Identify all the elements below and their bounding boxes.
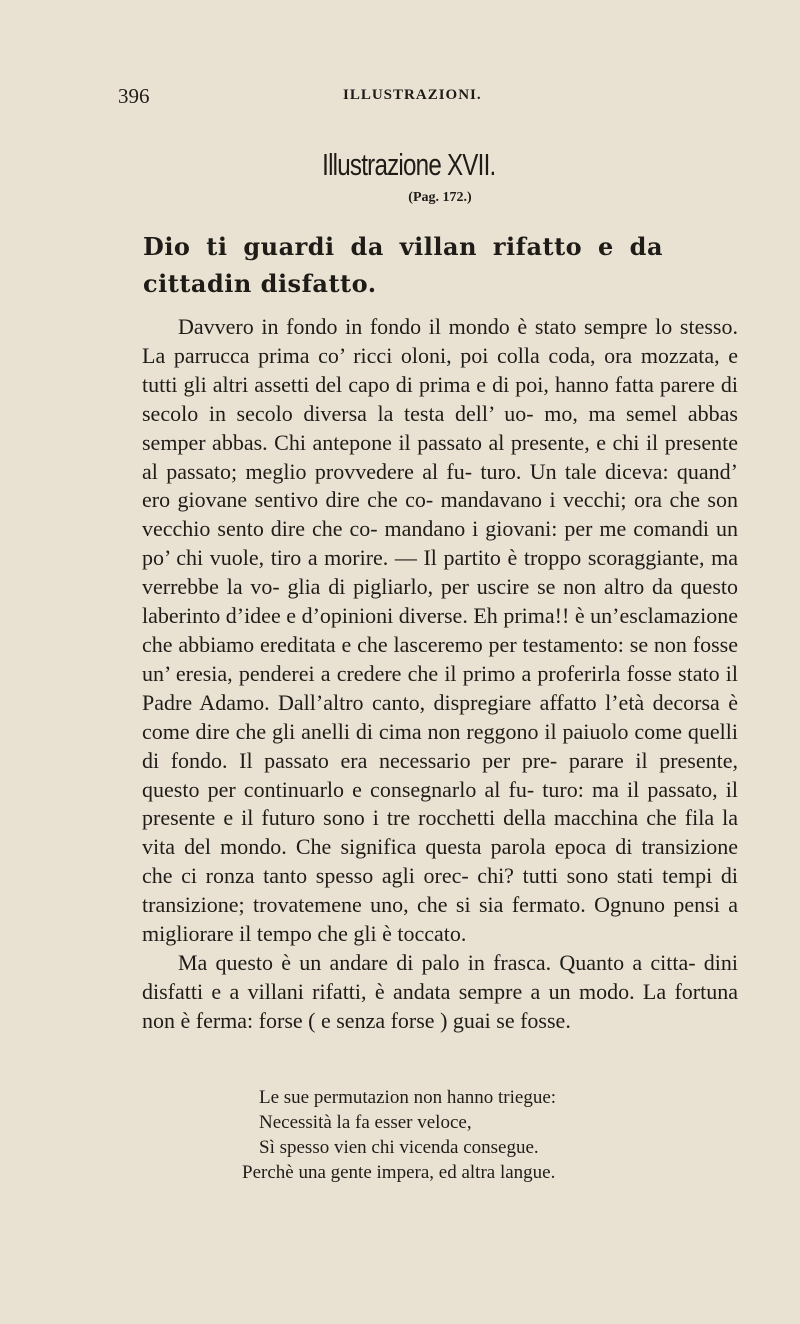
paragraph: Davvero in fondo in fondo il mondo è stato sempre lo stesso. La parrucca prima co’ ricci oloni, poi colla coda, ora mozzata, e tutti gli altri assetti del capo di prima e di poi, hanno fatta parere di secolo in secolo diversa la testa dell’ uo- mo, ma semel abbas semper abbas. Chi antepone il passato al presente, e chi il presente al passato; meglio provvedere al fu- turo. Un tale diceva: quand’ ero giovane sentivo dire che co- mandavano i vecchi; ora che son vecchio sento dire che co- mandano i giovani: per me comandi un po’ chi vuole, tiro a morire. — Il partito è troppo scoraggiante, ma verrebbe la vo- glia di pigliarlo, per uscire se non altro da questo laberinto d’idee e d’opinioni diverse. Eh prima!! è un’esclamazione che abbiamo ereditata e che lasceremo per testamento: se non fosse un’ eresia, penderei a credere che il primo a proferirla fosse stato il Padre Adamo. Dall’altro canto, dispregiare affatto l’età decorsa è come dire che gli anelli di cima non reggono il paiuolo come quelli di fondo. Il passato era necessario per pre- parare il presente, questo per continuarlo e consegnarlo al fu- turo: ma il passato, il presente e il futuro sono i tre rocchetti della macchina che fila la vita del mondo. Che significa questa parola epoca di transizione che ci ronza tanto spesso agli orec- chi? tutti sono stati tempi di transizione; trovatemene uno, che si sia fermato. Ognuno pensi a migliorare il tempo che gli è toccato.	[142, 314, 738, 947]
paragraph: Ma questo è un andare di palo in frasca. Quanto a citta- dini disfatti e a villani rifatti, è andata sempre a un modo. La fortuna non è ferma: forse ( e senza forse ) guai se fosse.	[142, 949, 738, 1033]
verse-line: Necessità la fa esser veloce,	[259, 1112, 472, 1133]
page-header	[118, 84, 682, 112]
verse-line: Le sue permutazion non hanno triegue:	[259, 1087, 557, 1108]
verse-line: Sì spesso vien chi vicenda consegue.	[259, 1137, 539, 1158]
body-text	[142, 313, 738, 1036]
verse-line: Perchè una gente impera, ed altra langue.	[242, 1162, 556, 1183]
page-reference: (Pag. 172.)	[408, 190, 472, 205]
page-number: 396	[118, 84, 150, 108]
running-head: ILLUSTRAZIONI.	[343, 87, 482, 103]
verse-quotation	[242, 1085, 556, 1185]
illustration-title: Illustrazione XVII.	[322, 147, 496, 182]
proverb-heading: Dio ti guardi da villan rifatto e da cittadin disfatto.	[143, 232, 663, 298]
